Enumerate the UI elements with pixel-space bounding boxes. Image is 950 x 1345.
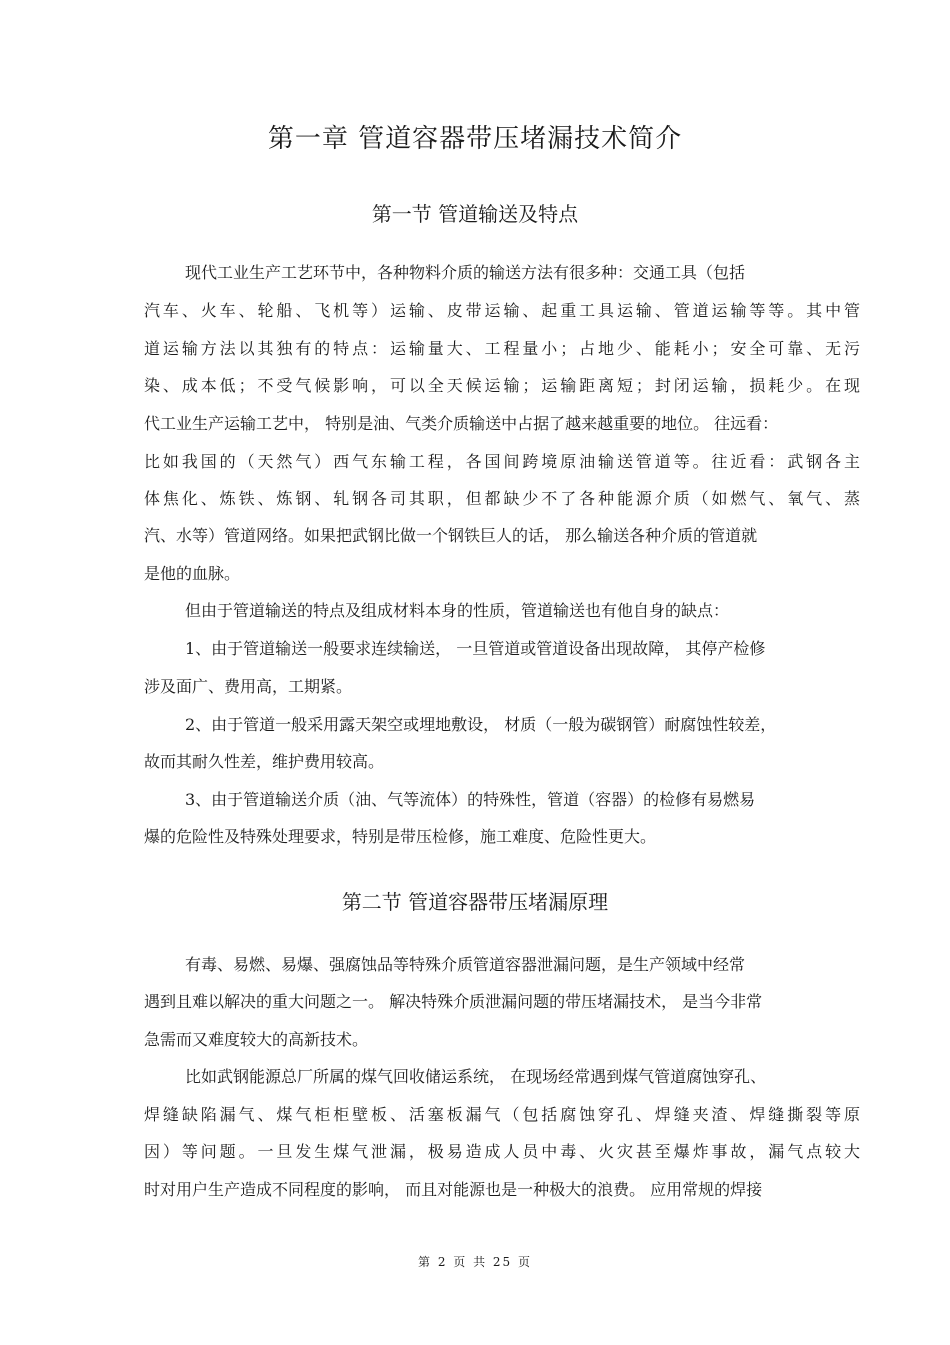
paragraph-line: 汽车、火车、轮船、飞机等）运输、皮带运输、起重工具运输、管道运输等等。其中管 [144, 301, 860, 320]
chapter-title: 第一章 管道容器带压堵漏技术简介 [267, 124, 683, 154]
paragraph-line: 时对用户生产造成不同程度的影响， 而且对能源也是一种极大的浪费。 应用常规的焊接 [144, 1180, 763, 1199]
paragraph-line: 汽、水等）管道网络。如果把武钢比做一个钢铁巨人的话， 那么输送各种介质的管道就 [144, 526, 758, 545]
paragraph-line: 但由于管道输送的特点及组成材料本身的性质，管道输送也有他自身的缺点： [185, 601, 730, 620]
paragraph-line: 代工业生产运输工艺中， 特别是油、气类介质输送中占据了越来越重要的地位。 往远看： [144, 414, 779, 433]
paragraph-line: 比如武钢能源总厂所属的煤气回收储运系统， 在现场经常遇到煤气管道腐蚀穿孔、 [185, 1067, 767, 1086]
paragraph-line: 涉及面广、费用高，工期紧。 [144, 677, 353, 696]
paragraph-line: 2、由于管道一般采用露天架空或埋地敷设， 材质（一般为碳钢管）耐腐蚀性较差， [185, 715, 777, 734]
paragraph-line: 急需而又难度较大的高新技术。 [144, 1030, 369, 1049]
paragraph-line: 3、由于管道输送介质（油、气等流体）的特殊性，管道（容器）的检修有易燃易 [185, 790, 756, 809]
paragraph-line: 1、由于管道输送一般要求连续输送， 一旦管道或管道设备出现故障， 其停产检修 [185, 639, 766, 658]
paragraph-line: 有毒、易燃、易爆、强腐蚀品等特殊介质管道容器泄漏问题，是生产领域中经常 [185, 955, 746, 974]
paragraph-line: 比如我国的（天然气）西气东输工程，各国间跨境原油输送管道等。往近看：武钢各主 [144, 452, 860, 471]
paragraph-line: 故而其耐久性差，维护费用较高。 [144, 752, 385, 771]
page-footer: 第 2 页 共 25 页 [418, 1255, 532, 1269]
paragraph-line: 是他的血脉。 [144, 564, 241, 583]
paragraph-line: 焊缝缺陷漏气、煤气柜柜壁板、活塞板漏气（包括腐蚀穿孔、焊缝夹渣、焊缝撕裂等原 [144, 1105, 860, 1124]
paragraph-line: 染、成本低；不受气候影响，可以全天候运输；运输距离短；封闭运输，损耗少。在现 [144, 376, 860, 395]
paragraph-line: 因）等问题。一旦发生煤气泄漏，极易造成人员中毒、火灾甚至爆炸事故，漏气点较大 [144, 1142, 860, 1161]
paragraph-line: 遇到且难以解决的重大问题之一。 解决特殊介质泄漏问题的带压堵漏技术， 是当今非常 [144, 992, 763, 1011]
section-title-2: 第二节 管道容器带压堵漏原理 [341, 890, 609, 914]
paragraph-line: 现代工业生产工艺环节中，各种物料介质的输送方法有很多种：交通工具（包括 [185, 263, 746, 282]
paragraph-line: 爆的危险性及特殊处理要求，特别是带压检修，施工难度、危险性更大。 [144, 827, 657, 846]
paragraph-line: 体焦化、炼铁、炼钢、轧钢各司其职，但都缺少不了各种能源介质（如燃气、氧气、蒸 [144, 489, 860, 508]
paragraph-line: 道运输方法以其独有的特点：运输量大、工程量小；占地少、能耗小；安全可靠、无污 [144, 339, 860, 358]
section-title-1: 第一节 管道输送及特点 [371, 202, 579, 226]
